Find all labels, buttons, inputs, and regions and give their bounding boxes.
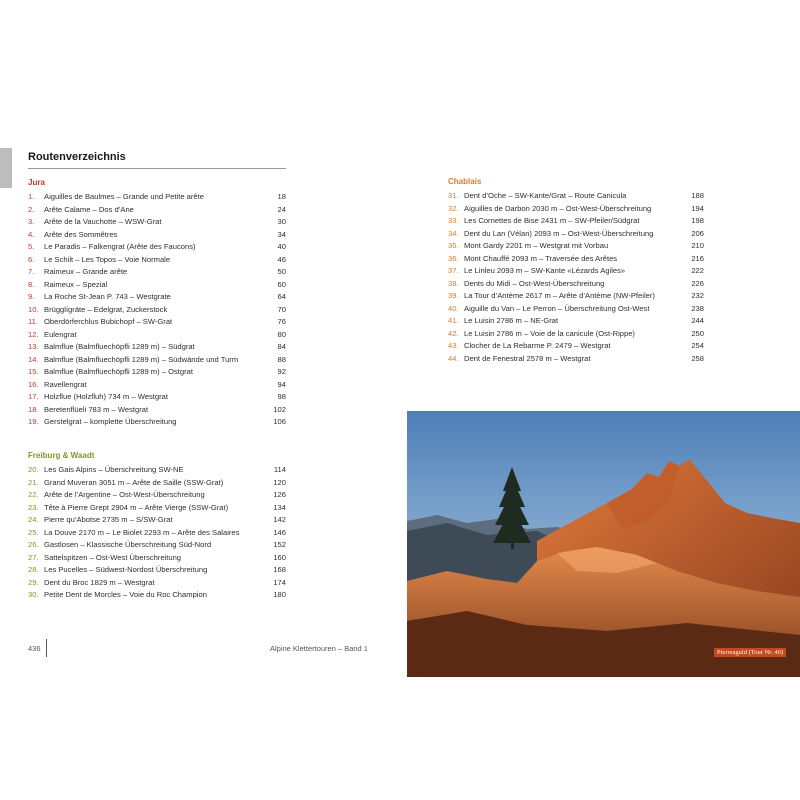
photo-caption: Pierreaguld (Tour Nr. 40) — [714, 648, 786, 657]
route-name: Sattelspitzen – Ost-West Überschreitung — [44, 552, 182, 562]
route-name: Dents du Midi – Ost-West-Überschreitung — [464, 278, 605, 288]
route-number: 10. — [28, 304, 39, 314]
route-item — [448, 265, 704, 278]
route-item — [448, 190, 704, 203]
route-number: 17. — [28, 392, 39, 401]
route-item — [448, 253, 704, 266]
route-page: 210 — [691, 241, 704, 250]
route-name: Arête de l’Argentine – Ost-West-Überschreitung — [44, 490, 205, 499]
route-name: Arête des Sommêtres — [44, 229, 118, 239]
route-item — [28, 341, 286, 354]
route-page: 98 — [277, 392, 286, 401]
route-name: Gerstelgrat – komplette Überschreitung — [44, 417, 177, 426]
route-page: 244 — [691, 316, 704, 325]
route-number: 9. — [28, 292, 35, 301]
route-page: 194 — [691, 203, 704, 213]
route-item — [28, 416, 286, 429]
route-number: 21. — [28, 477, 39, 487]
route-number: 23. — [28, 502, 39, 512]
route-page: 188 — [691, 191, 704, 200]
route-page: 160 — [273, 552, 286, 562]
route-number: 11. — [28, 317, 38, 326]
route-page: 94 — [277, 379, 286, 389]
route-number: 27. — [28, 552, 39, 562]
route-name: Le Luisin 2786 m – Voie de la canicule (Ost-Rippe) — [464, 328, 635, 338]
route-item — [28, 204, 286, 217]
route-name: Tête à Pierre Grept 2904 m – Arête Vierge (SSW-Grat) — [44, 502, 229, 512]
route-item — [28, 379, 286, 392]
route-page: 168 — [273, 565, 286, 574]
route-number: 26. — [28, 540, 39, 549]
route-name: Dent d’Oche – SW-Kante/Grat – Route Canicula — [464, 191, 627, 200]
title-rule — [28, 168, 286, 169]
route-name: Oberdörferchlus Bubichopf – SW-Grat — [44, 317, 173, 326]
route-item — [28, 564, 286, 577]
chapter-tab — [0, 148, 12, 188]
route-item — [28, 254, 286, 267]
route-item — [448, 215, 704, 228]
route-item — [28, 502, 286, 515]
route-number: 13. — [28, 342, 39, 351]
route-item — [28, 266, 286, 279]
route-name: Arête Calame – Dos d’Ane — [44, 204, 134, 214]
route-name: Les Pucelles – Südwest-Nordost Überschreitung — [44, 565, 208, 574]
route-page: 114 — [273, 465, 286, 474]
route-page: 226 — [691, 278, 704, 288]
route-page: 232 — [691, 291, 704, 300]
route-number: 40. — [448, 303, 459, 313]
route-item — [28, 464, 286, 477]
route-number: 29. — [28, 577, 39, 587]
route-name: Ravellengrat — [44, 379, 87, 389]
route-item — [448, 328, 704, 341]
footer-book-title: Alpine Klettertouren – Band 1 — [270, 644, 368, 653]
route-number: 42. — [448, 328, 459, 338]
route-name: Dent du Lan (Vélan) 2093 m – Ost-West-Überschreitung — [464, 228, 654, 238]
section-title-chablais: Chablais — [448, 177, 482, 186]
route-number: 32. — [448, 203, 459, 213]
route-number: 36. — [448, 253, 459, 263]
route-number: 24. — [28, 515, 39, 524]
route-name: La Douve 2170 m – Le Biolet 2293 m – Arête des Salaires — [44, 527, 240, 537]
route-item — [448, 278, 704, 291]
route-name: Dent du Broc 1829 m – Westgrat — [44, 577, 155, 587]
route-number: 28. — [28, 565, 39, 574]
route-list-freiburg — [28, 464, 286, 602]
route-page: 180 — [273, 590, 286, 599]
route-page: 46 — [277, 254, 286, 264]
section-title-jura: Jura — [28, 178, 45, 187]
route-page: 30 — [277, 217, 286, 226]
route-page: 102 — [273, 404, 286, 414]
route-page: 88 — [277, 354, 286, 364]
route-item — [28, 404, 286, 417]
route-name: Arête de la Vauchotte – WSW-Grat — [44, 217, 162, 226]
route-name: Pierre qu’Abotse 2735 m – S/SW-Grat — [44, 515, 173, 524]
route-number: 12. — [28, 329, 39, 339]
route-item — [28, 216, 286, 229]
route-page: 254 — [691, 341, 704, 350]
route-name: Clocher de La Rebarme P. 2479 – Westgrat — [464, 341, 611, 350]
route-name: La Roche St-Jean P. 743 – Westgrate — [44, 292, 171, 301]
route-page: 142 — [273, 515, 286, 524]
route-number: 38. — [448, 278, 459, 288]
route-number: 25. — [28, 527, 39, 537]
route-name: Le Schilt – Les Topos – Voie Normale — [44, 254, 171, 264]
route-page: 174 — [273, 577, 286, 587]
mountain-photo-image — [407, 411, 800, 677]
route-item — [28, 514, 286, 527]
route-item — [28, 477, 286, 490]
route-page: 120 — [273, 477, 286, 487]
route-number: 39. — [448, 291, 459, 300]
route-number: 37. — [448, 266, 459, 275]
route-item — [28, 539, 286, 552]
route-name: Eulengrat — [44, 329, 77, 339]
route-number: 5. — [28, 242, 35, 251]
route-item — [448, 240, 704, 253]
route-name: Balmflue (Balmfluechöpfli 1289 m) – Ostgrat — [44, 367, 193, 376]
route-page: 106 — [273, 417, 286, 426]
route-name: Balmflue (Balmfluechöpfli 1289 m) – Südwände und Turm — [44, 354, 239, 364]
route-item — [448, 228, 704, 241]
route-name: La Tour d’Antème 2617 m – Arête d’Antème (NW-Pfeiler) — [464, 291, 655, 300]
route-page: 216 — [691, 253, 704, 263]
route-item — [28, 589, 286, 602]
route-number: 15. — [28, 367, 39, 376]
route-item — [28, 354, 286, 367]
route-page: 40 — [277, 242, 286, 251]
route-number: 22. — [28, 490, 39, 499]
route-number: 18. — [28, 404, 39, 414]
route-page: 64 — [277, 292, 286, 301]
route-name: Mont Gardy 2201 m – Westgrat mit Vorbau — [464, 241, 609, 250]
route-page: 70 — [277, 304, 286, 314]
route-item — [28, 316, 286, 329]
route-list-chablais — [448, 190, 704, 365]
route-item — [28, 489, 286, 502]
route-name: Dent de Fenestral 2578 m – Westgrat — [464, 353, 591, 363]
route-name: Le Linleu 2093 m – SW-Kante «Lézards Agiles» — [464, 266, 626, 275]
route-number: 4. — [28, 229, 35, 239]
route-page: 34 — [277, 229, 286, 239]
route-list-jura — [28, 191, 286, 429]
route-item — [28, 229, 286, 242]
route-page: 18 — [277, 192, 286, 201]
route-page: 146 — [273, 527, 286, 537]
footer-divider — [46, 639, 47, 657]
route-name: Le Luisin 2786 m – NE-Grat — [464, 316, 559, 325]
route-name: Petite Dent de Morcles – Voie du Roc Champion — [44, 590, 207, 599]
route-item — [28, 577, 286, 590]
route-name: Gastlosen – Klassische Überschreitung Süd-Nord — [44, 540, 212, 549]
route-page: 60 — [277, 279, 286, 289]
route-item — [28, 279, 286, 292]
route-number: 1. — [28, 192, 35, 201]
route-number: 6. — [28, 254, 35, 264]
route-item — [28, 329, 286, 342]
route-number: 3. — [28, 217, 35, 226]
route-page: 126 — [273, 490, 286, 499]
route-number: 14. — [28, 354, 39, 364]
route-name: Holzflue (Holzfluh) 734 m – Westgrat — [44, 392, 168, 401]
route-item — [28, 552, 286, 565]
route-name: Mont Chauffé 2093 m – Traversée des Arêtes — [464, 253, 618, 263]
route-page: 206 — [691, 228, 704, 238]
route-page: 80 — [277, 329, 286, 339]
route-number: 16. — [28, 379, 39, 389]
route-page: 222 — [691, 266, 704, 275]
route-item — [448, 290, 704, 303]
route-item — [448, 340, 704, 353]
route-number: 35. — [448, 241, 459, 250]
route-page: 250 — [691, 328, 704, 338]
route-page: 92 — [277, 367, 286, 376]
route-number: 2. — [28, 204, 35, 214]
route-number: 30. — [28, 590, 39, 599]
route-name: Balmflue (Balmfluechöpfli 1289 m) – Südgrat — [44, 342, 195, 351]
route-item — [28, 241, 286, 254]
route-number: 7. — [28, 267, 35, 276]
route-page: 84 — [277, 342, 286, 351]
page-title: Routenverzeichnis — [28, 151, 126, 163]
route-item — [448, 315, 704, 328]
route-page: 258 — [691, 353, 704, 363]
route-name: Brügglígräte – Edelgrat, Zuckerstock — [44, 304, 168, 314]
route-item — [448, 203, 704, 216]
section-freiburg — [28, 450, 286, 602]
route-number: 33. — [448, 216, 459, 225]
route-name: Les Cornettes de Bise 2431 m – SW-Pfeiler/Südgrat — [464, 216, 640, 225]
route-page: 238 — [691, 303, 704, 313]
route-number: 8. — [28, 279, 35, 289]
route-number: 41. — [448, 316, 459, 325]
section-title-freiburg: Freiburg & Waadt — [28, 451, 95, 460]
route-page: 76 — [277, 317, 286, 326]
route-item — [28, 527, 286, 540]
route-number: 34. — [448, 228, 459, 238]
route-item — [28, 304, 286, 317]
footer-page-number: 436 — [28, 644, 41, 653]
route-name: Raimeux – Spezial — [44, 279, 108, 289]
route-item — [28, 291, 286, 304]
route-item — [28, 391, 286, 404]
route-name: Aiguilles de Baulmes – Grande und Petite arête — [44, 192, 204, 201]
route-item — [448, 303, 704, 316]
route-name: Les Gais Alpins – Überschreitung SW-NE — [44, 465, 184, 474]
section-jura — [28, 177, 286, 429]
route-name: Aiguille du Van – Le Perron – Überschreitung Ost-West — [464, 303, 650, 313]
mountain-photo — [407, 411, 800, 677]
route-item — [28, 366, 286, 379]
route-page: 198 — [691, 216, 704, 225]
route-number: 19. — [28, 417, 39, 426]
route-item — [448, 353, 704, 366]
route-page: 134 — [273, 502, 286, 512]
route-name: Aiguilles de Darbon 2030 m – Ost-West-Überschreitung — [464, 203, 652, 213]
route-number: 31. — [448, 191, 459, 200]
route-number: 43. — [448, 341, 459, 350]
route-number: 20. — [28, 465, 39, 474]
route-page: 50 — [277, 267, 286, 276]
section-chablais — [448, 176, 704, 365]
route-name: Raimeux – Grande arête — [44, 267, 128, 276]
route-page: 152 — [273, 540, 286, 549]
route-page: 24 — [277, 204, 286, 214]
route-name: Le Paradis – Falkengrat (Arête des Faucons) — [44, 242, 196, 251]
route-name: Grand Muveran 3051 m – Arête de Saille (SSW-Grat) — [44, 477, 224, 487]
route-name: Beretenflüeli 783 m – Westgrat — [44, 404, 149, 414]
route-number: 44. — [448, 353, 459, 363]
route-item — [28, 191, 286, 204]
